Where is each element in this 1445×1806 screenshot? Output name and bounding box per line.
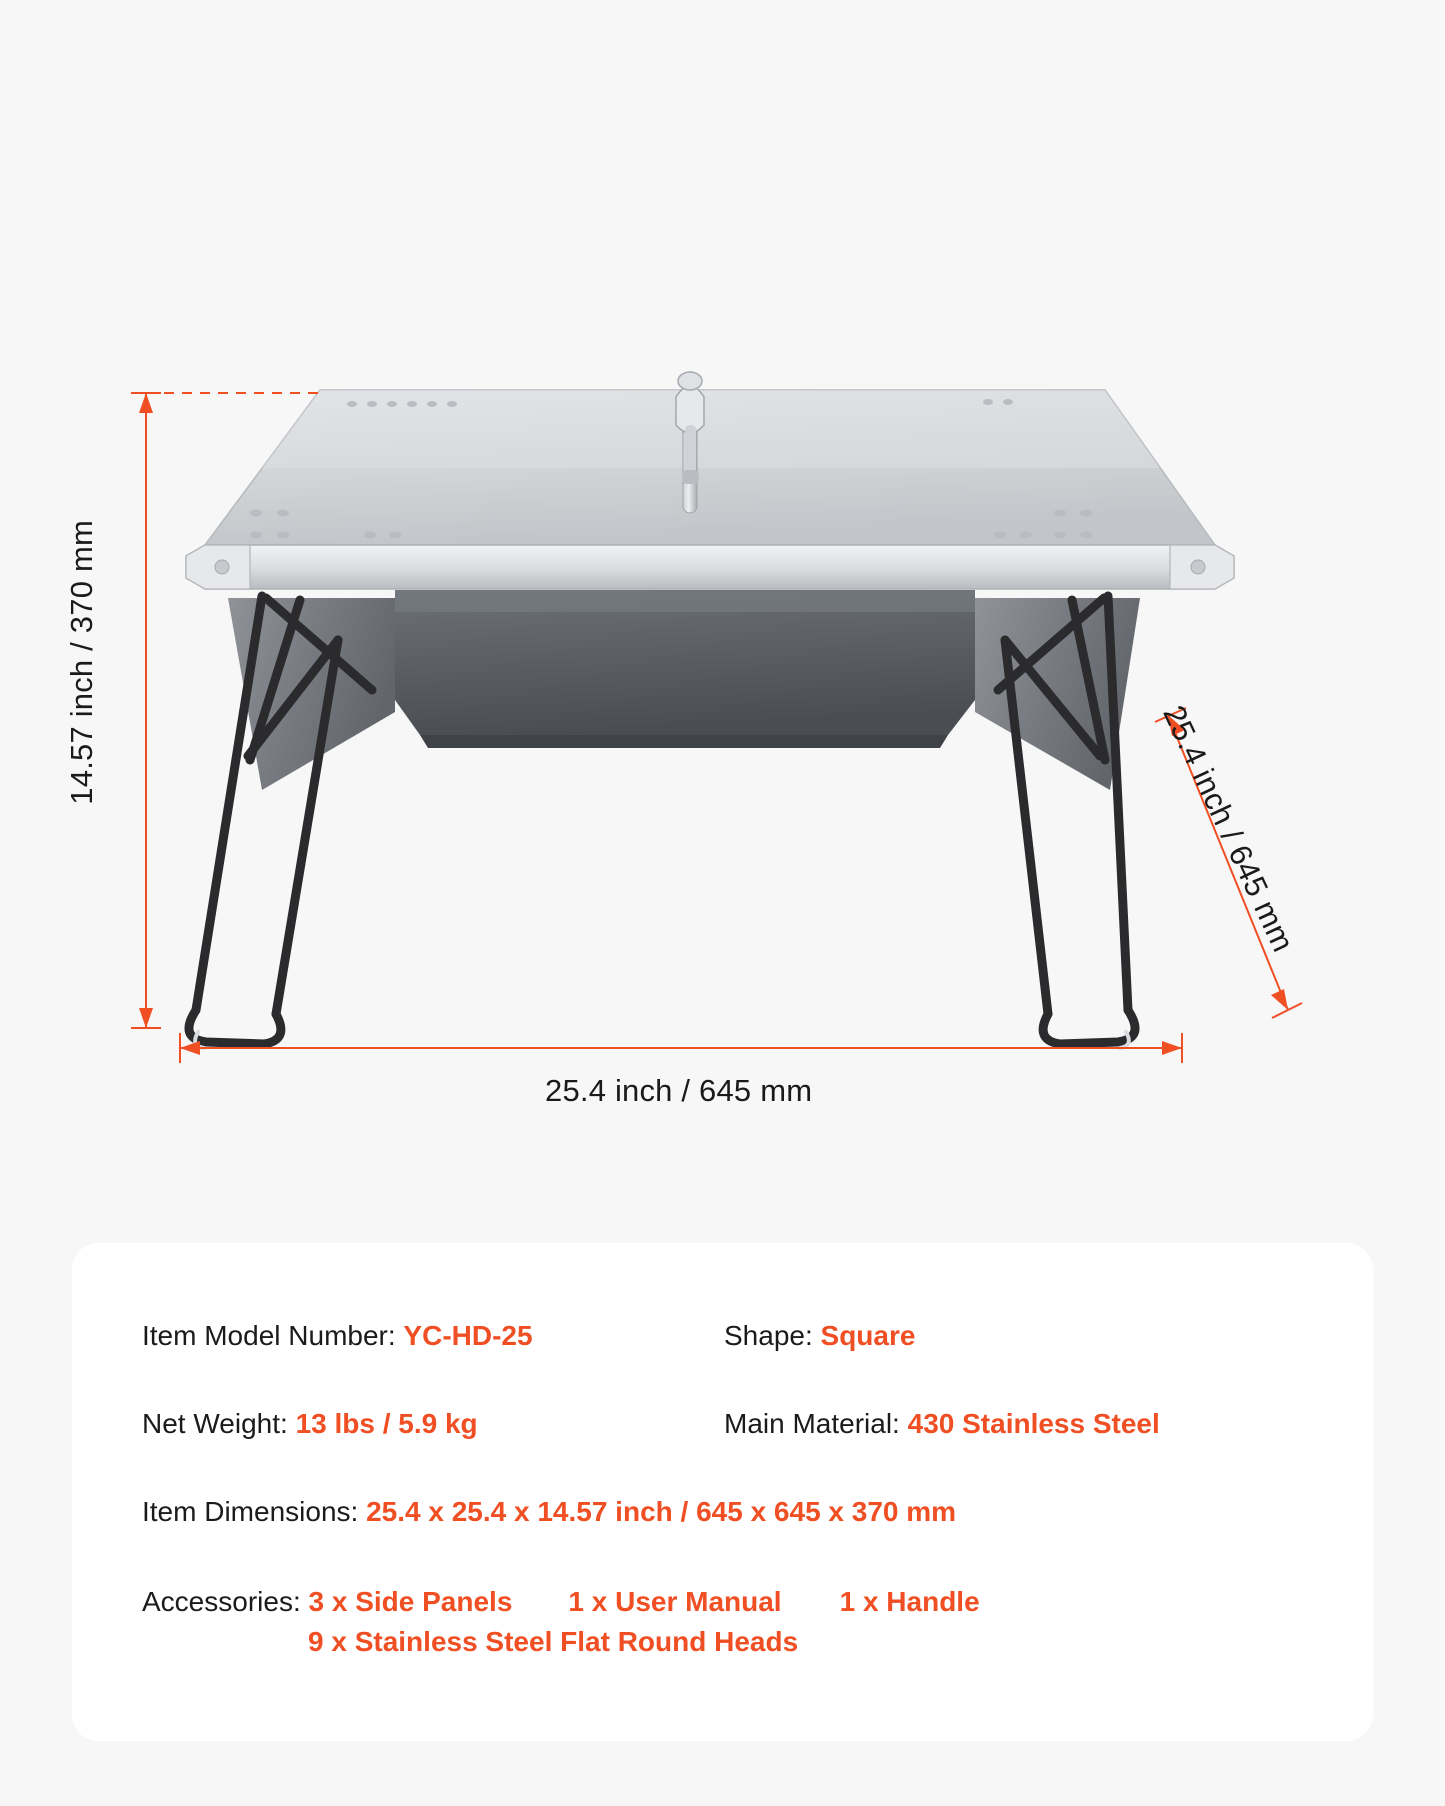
spec-value-model: YC-HD-25 (403, 1320, 533, 1351)
accessory-item-2: 1 x User Manual (568, 1586, 782, 1617)
specification-card (72, 1243, 1373, 1741)
spec-label-material: Main Material: (724, 1408, 908, 1439)
accessory-item-4: 9 x Stainless Steel Flat Round Heads (308, 1626, 799, 1657)
dimension-width-label: 25.4 inch / 645 mm (545, 1073, 813, 1108)
dimension-depth-label: 25.4 inch / 645 mm (1156, 700, 1301, 958)
spec-value-shape: Square (820, 1320, 916, 1351)
spec-label-model: Item Model Number: (142, 1320, 404, 1351)
spec-row-material (724, 1408, 1160, 1440)
spec-row-weight (142, 1408, 478, 1440)
spec-row-dimensions (142, 1496, 956, 1528)
spec-value-dimensions: 25.4 x 25.4 x 14.57 inch / 645 x 645 x 370 mm (366, 1496, 957, 1527)
spec-row-model (142, 1320, 533, 1352)
dimension-height-label: 14.57 inch / 370 mm (64, 520, 99, 805)
spec-label-shape: Shape: (724, 1320, 821, 1351)
spec-row-shape (724, 1320, 915, 1352)
spec-row-accessories (142, 1586, 980, 1618)
spec-row-accessories-line2 (142, 1626, 798, 1658)
accessory-item-3: 1 x Handle (839, 1586, 980, 1617)
spec-value-weight: 13 lbs / 5.9 kg (295, 1408, 478, 1439)
spec-label-weight: Net Weight: (142, 1408, 296, 1439)
spec-label-dimensions: Item Dimensions: (142, 1496, 367, 1527)
accessory-item-1: 3 x Side Panels (308, 1586, 513, 1617)
spec-label-accessories: Accessories: (142, 1586, 309, 1617)
spec-value-material: 430 Stainless Steel (907, 1408, 1160, 1439)
